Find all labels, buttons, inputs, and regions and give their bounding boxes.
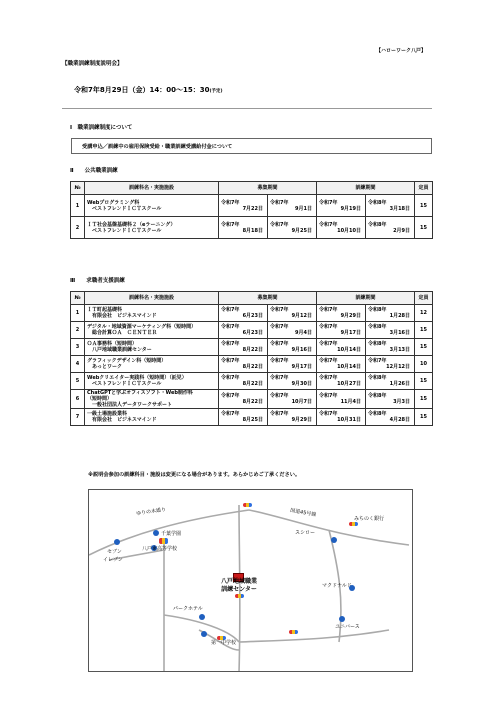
- training-center-label: [201, 578, 277, 594]
- facility-name: 総合計算ＯＡ ＣＥＮＴＥＲ: [87, 330, 158, 336]
- train-start: [317, 373, 366, 390]
- month-day: 10月10日: [337, 227, 362, 234]
- section1-box: 受講申込／訓練中の雇用保険受給・職業訓練受講給付金について: [71, 138, 432, 154]
- month-day: 9月16日: [291, 347, 313, 353]
- era-year: 令和7年: [221, 411, 240, 417]
- era-year: 令和7年: [221, 341, 240, 347]
- col-train: 訓練期間: [317, 292, 415, 305]
- era-year: 令和8年: [368, 307, 387, 313]
- facility-name: ベストフレンドＩＣＴスクール: [87, 227, 162, 234]
- month-day: 3月16日: [389, 330, 411, 336]
- divider: [62, 108, 432, 109]
- recruit-end: [268, 195, 317, 217]
- recruit-end: [268, 217, 317, 239]
- row-no: 4: [71, 356, 85, 373]
- table-row: [71, 373, 433, 390]
- facility-name: ベストフレンドＩＣＴスクール: [87, 205, 162, 212]
- jobseeker-training-table: [70, 291, 433, 426]
- era-year: 令和8年: [368, 341, 387, 347]
- month-day: 3月13日: [389, 347, 411, 353]
- era-year: 令和8年: [368, 411, 387, 417]
- course-name: ＩＴ町起基礎科: [87, 307, 123, 313]
- recruit-end: [268, 409, 317, 426]
- row-name: [85, 409, 219, 426]
- public-training-table: [70, 181, 433, 239]
- recruit-start: [219, 390, 268, 409]
- month-day: 8月22日: [242, 399, 263, 405]
- train-end: [366, 373, 415, 390]
- month-day: 12月12日: [386, 364, 411, 370]
- traffic-light-icon: [159, 540, 168, 544]
- month-day: 10月14日: [337, 364, 362, 370]
- training-center-line2: 訓練センター: [221, 586, 257, 593]
- month-day: 6月23日: [242, 313, 263, 319]
- course-name: ＯＡ事務科（短時間）: [87, 341, 138, 347]
- era-year: 令和8年: [368, 199, 387, 206]
- facility-name: ベストフレンドＩＣＴスクール: [87, 381, 162, 387]
- row-no: 5: [71, 373, 85, 390]
- era-year: 令和7年: [221, 358, 240, 364]
- col-no: №: [71, 292, 85, 305]
- course-name: Webクリエイター実践科（短時間）（託児）: [87, 375, 187, 381]
- seven-label: セブン: [107, 549, 122, 555]
- facility-name: 八戸地域職業訓練センター: [87, 347, 152, 353]
- train-start: [317, 390, 366, 409]
- month-day: 8月25日: [242, 417, 263, 423]
- row-no: 1: [71, 305, 85, 322]
- row-no: 6: [71, 390, 85, 409]
- shop-marker-icon: [331, 537, 337, 543]
- recruit-start: [219, 217, 268, 239]
- train-start: [317, 356, 366, 373]
- era-year: 令和7年: [270, 393, 289, 399]
- traffic-light-icon: [235, 594, 244, 598]
- month-day: 9月30日: [291, 381, 313, 387]
- era-year: 令和7年: [319, 307, 338, 313]
- facility-name: 有限会社 ビジネスマインド: [87, 417, 157, 423]
- course-name-cont: （短時間）: [87, 396, 113, 402]
- month-day: 9月29日: [291, 417, 313, 423]
- recruit-end: [268, 305, 317, 322]
- col-no: №: [71, 182, 85, 195]
- era-year: 令和8年: [368, 393, 387, 399]
- park-hotel-label: パークホテル: [173, 606, 203, 612]
- train-start: [317, 217, 366, 239]
- hachinohe-higashi-label: 八戸東高等学校: [142, 546, 178, 552]
- month-day: 9月17日: [291, 364, 313, 370]
- month-day: 8月22日: [242, 347, 263, 353]
- row-cap: 10: [415, 356, 433, 373]
- course-name: ChatGPTと学ぶオフィスソフト・Web制作科: [87, 390, 193, 396]
- era-year: 令和7年: [221, 307, 240, 313]
- row-cap: 15: [415, 339, 433, 356]
- section3-heading: Ⅲ 求職者支援訓練: [70, 278, 125, 284]
- month-day: 9月19日: [340, 205, 362, 212]
- recruit-start: [219, 339, 268, 356]
- month-day: 9月25日: [291, 227, 313, 234]
- col-train: 訓練期間: [317, 182, 415, 195]
- train-end: [366, 339, 415, 356]
- era-year: 令和7年: [319, 324, 338, 330]
- recruit-end: [268, 322, 317, 339]
- table-row: [71, 339, 433, 356]
- recruit-start: [219, 322, 268, 339]
- facility-name: あっとワーク: [87, 364, 122, 370]
- school-marker-icon: [153, 530, 159, 536]
- month-day: 3月3日: [393, 399, 411, 405]
- recruit-start: [219, 195, 268, 217]
- month-day: 4月28日: [389, 417, 411, 423]
- event-title: 【職業訓練制度説明会】: [62, 61, 123, 67]
- month-day: 8月22日: [242, 364, 263, 370]
- train-start: [317, 195, 366, 217]
- facility-name: 一般社団法人データワークサポート: [87, 402, 173, 408]
- table-header-row: [71, 182, 433, 195]
- footnote: ※説明会参加の訓練科目・施設は変更になる場合があります。あらかじめご了承ください。: [88, 472, 301, 478]
- table-row: [71, 305, 433, 322]
- row-cap: 15: [415, 373, 433, 390]
- course-name: ＩＴ社会基盤基礎科２（eラーニング）: [87, 221, 176, 228]
- row-no: 7: [71, 409, 85, 426]
- road-south: [239, 630, 389, 642]
- era-year: 令和7年: [270, 324, 289, 330]
- era-year: 令和7年: [368, 358, 387, 364]
- school-marker-icon: [201, 631, 207, 637]
- daiichi-chu-label: 第一中学校: [211, 640, 237, 646]
- row-name: [85, 195, 219, 217]
- table-row: [71, 217, 433, 239]
- month-day: 11月4日: [340, 399, 362, 405]
- era-year: 令和7年: [319, 411, 338, 417]
- month-day: 9月4日: [295, 330, 313, 336]
- row-name: [85, 356, 219, 373]
- row-name: [85, 373, 219, 390]
- shop-marker-icon: [339, 616, 345, 622]
- recruit-end: [268, 373, 317, 390]
- train-end: [366, 305, 415, 322]
- course-name: グラフィックデザイン科（短時間）: [87, 358, 167, 364]
- era-year: 令和7年: [270, 307, 289, 313]
- month-day: 7月22日: [242, 205, 263, 212]
- facility-name: 有限会社 ビジネスマインド: [87, 313, 157, 319]
- month-day: 9月29日: [340, 313, 362, 319]
- event-date: [74, 85, 223, 95]
- month-day: 2月9日: [393, 227, 411, 234]
- era-year: 令和7年: [270, 411, 289, 417]
- train-start: [317, 339, 366, 356]
- universe-label: ユニバース: [335, 624, 360, 630]
- table-row: [71, 356, 433, 373]
- month-day: 10月27日: [337, 381, 362, 387]
- era-year: 令和7年: [319, 199, 338, 206]
- era-year: 令和7年: [221, 324, 240, 330]
- col-name: 訓練科名・実施施設: [85, 182, 219, 195]
- era-year: 令和7年: [270, 358, 289, 364]
- month-day: 6月23日: [242, 330, 263, 336]
- month-day: 10月7日: [291, 399, 313, 405]
- traffic-light-icon: [349, 522, 358, 526]
- col-name: 訓練科名・実施施設: [85, 292, 219, 305]
- era-year: 令和7年: [319, 358, 338, 364]
- month-day: 3月18日: [389, 205, 411, 212]
- row-name: [85, 339, 219, 356]
- table-row: [71, 409, 433, 426]
- macdonald-label: マクドナルド: [322, 583, 352, 589]
- month-day: 9月1日: [295, 205, 313, 212]
- row-no: 3: [71, 339, 85, 356]
- course-name: Webプログラミング科: [87, 199, 140, 206]
- month-day: 1月26日: [389, 381, 411, 387]
- recruit-start: [219, 409, 268, 426]
- row-no: 1: [71, 195, 85, 217]
- month-day: 9月17日: [340, 330, 362, 336]
- row-name: [85, 390, 219, 409]
- train-start: [317, 409, 366, 426]
- row-cap: 15: [415, 390, 433, 409]
- event-date-main: 令和7年8月29日（金）14：00～15：30: [74, 86, 210, 94]
- train-end: [366, 195, 415, 217]
- road-yurinoki-label: ゆりの木通り: [135, 506, 167, 518]
- store-marker-icon: [114, 539, 120, 545]
- table-header-row: [71, 292, 433, 305]
- senbon-gakuen-label: 千葉学園: [161, 531, 182, 537]
- col-cap: 定員: [415, 292, 433, 305]
- hotel-marker-icon: [199, 614, 205, 620]
- era-year: 令和8年: [368, 221, 387, 228]
- training-center-line1: 八戸地域職業: [220, 578, 257, 585]
- row-no: 2: [71, 322, 85, 339]
- recruit-start: [219, 305, 268, 322]
- col-recruit: 募集期間: [219, 292, 317, 305]
- era-year: 令和7年: [319, 375, 338, 381]
- era-year: 令和7年: [270, 199, 289, 206]
- month-day: 10月14日: [337, 347, 362, 353]
- traffic-light-icon: [289, 630, 298, 634]
- era-year: 令和7年: [270, 221, 289, 228]
- train-end: [366, 322, 415, 339]
- month-day: 1月28日: [389, 313, 411, 319]
- sushiro-label: スシロー: [295, 530, 316, 536]
- recruit-start: [219, 373, 268, 390]
- road-kokudo-label: 国道45号線: [289, 507, 317, 519]
- train-end: [366, 409, 415, 426]
- row-name: [85, 322, 219, 339]
- access-map: [88, 489, 413, 672]
- michinoku-label: みちのく銀行: [354, 516, 385, 522]
- train-start: [317, 322, 366, 339]
- row-no: 2: [71, 217, 85, 239]
- row-cap: 15: [415, 322, 433, 339]
- recruit-end: [268, 390, 317, 409]
- row-name: [85, 305, 219, 322]
- train-start: [317, 305, 366, 322]
- table-row: [71, 322, 433, 339]
- era-year: 令和7年: [221, 199, 240, 206]
- era-year: 令和7年: [221, 375, 240, 381]
- era-year: 令和8年: [368, 324, 387, 330]
- month-day: 8月22日: [242, 381, 263, 387]
- era-year: 令和7年: [319, 221, 338, 228]
- event-date-note: (予定): [209, 89, 223, 94]
- recruit-start: [219, 356, 268, 373]
- month-day: 9月12日: [291, 313, 313, 319]
- train-end: [366, 390, 415, 409]
- section1-heading: Ⅰ 職業訓練制度について: [70, 125, 133, 131]
- traffic-light-icon: [243, 503, 252, 507]
- era-year: 令和7年: [319, 341, 338, 347]
- train-end: [366, 356, 415, 373]
- row-cap: 12: [415, 305, 433, 322]
- col-recruit: 募集期間: [219, 182, 317, 195]
- road-kokudo: [249, 510, 409, 545]
- era-year: 令和7年: [221, 393, 240, 399]
- row-cap: 15: [415, 217, 433, 239]
- org-tag: 【ハローワーク八戸】: [376, 48, 427, 54]
- era-year: 令和7年: [221, 221, 240, 228]
- month-day: 8月18日: [242, 227, 263, 234]
- era-year: 令和7年: [270, 375, 289, 381]
- recruit-end: [268, 356, 317, 373]
- course-name: デジタル・地域資源マーケティング科（短時間）: [87, 324, 197, 330]
- era-year: 令和8年: [368, 375, 387, 381]
- era-year: 令和7年: [319, 393, 338, 399]
- row-cap: 15: [415, 409, 433, 426]
- row-cap: 15: [415, 195, 433, 217]
- recruit-end: [268, 339, 317, 356]
- train-end: [366, 217, 415, 239]
- month-day: 10月31日: [337, 417, 362, 423]
- section2-heading: Ⅱ 公共職業訓練: [70, 168, 118, 174]
- eleven-label: イレブン: [103, 557, 123, 563]
- course-name: 一級土場施設業科: [87, 411, 128, 417]
- era-year: 令和7年: [270, 341, 289, 347]
- col-cap: 定員: [415, 182, 433, 195]
- table-row: [71, 390, 433, 409]
- table-row: [71, 195, 433, 217]
- row-name: [85, 217, 219, 239]
